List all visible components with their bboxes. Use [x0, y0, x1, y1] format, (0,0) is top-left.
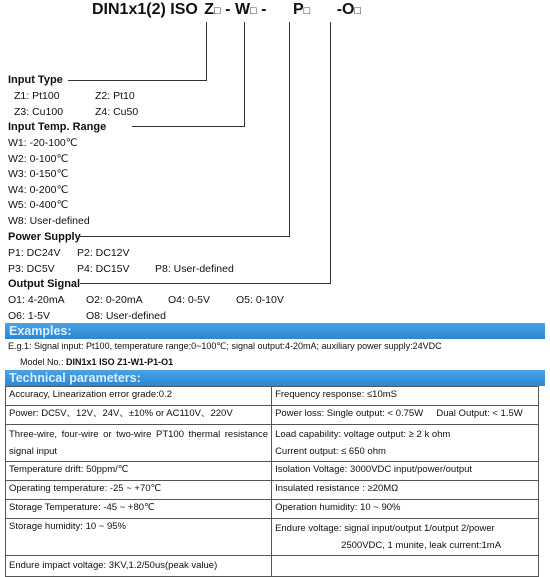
tech-cell: Storage Temperature: -45 ~ +80℃: [6, 500, 272, 519]
temp-range-w1: W1: -20-100℃: [8, 137, 78, 149]
connector-z-horizontal: [68, 80, 207, 81]
input-type-heading: Input Type: [8, 74, 63, 86]
tech-cell: Power loss: Single output: < 0.75W Dual Output: < 1.5W: [272, 406, 539, 425]
power-supply-p8: P8: User-defined: [155, 263, 234, 275]
power-supply-p4: P4: DC15V: [77, 263, 130, 275]
tech-cell: Power: DC5V、12V、24V、±10% or AC110V、220V: [6, 406, 272, 425]
tech-cell: Insulated resistance : ≥20MΩ: [272, 481, 539, 500]
input-type-z1: Z1: Pt100: [14, 90, 60, 102]
temp-range-w4: W4: 0-200℃: [8, 184, 69, 196]
output-signal-o2: O2: 0-20mA: [86, 294, 143, 306]
title-w: W□ -: [234, 1, 267, 18]
tech-cell: Operation humidity: 10 ~ 90%: [272, 500, 539, 519]
tech-params-table: [5, 386, 539, 577]
title-z: Z□ -: [204, 1, 231, 18]
connector-p-vertical: [289, 22, 290, 237]
input-type-z2: Z2: Pt10: [95, 90, 135, 102]
power-supply-p1: P1: DC24V: [8, 247, 61, 259]
tech-cell: Three-wire, four-wire or two-wire PT100 thermal resistance signal input: [6, 425, 272, 462]
output-signal-o6: O6: 1-5V: [8, 310, 51, 322]
table-row: [6, 556, 539, 577]
tech-cell: [272, 425, 539, 462]
tech-cell: Frequency response: ≤10mS: [272, 387, 539, 406]
table-row: [6, 462, 539, 481]
power-supply-p2: P2: DC12V: [77, 247, 130, 259]
title-base: DIN1x1(2) ISO: [92, 1, 198, 18]
tech-params-header: Technical parameters:: [5, 370, 545, 386]
table-row: [6, 425, 539, 462]
output-signal-o5: O5: 0-10V: [236, 294, 284, 306]
endure-voltage-line1: Endure voltage: signal input/output 1/output 2/power: [275, 523, 495, 534]
temp-range-w5: W5: 0-400℃: [8, 199, 69, 211]
input-type-z3: Z3: Cu100: [14, 106, 64, 118]
power-supply-p3: P3: DC5V: [8, 263, 55, 275]
connector-w-vertical: [244, 22, 245, 127]
connector-o-vertical: [330, 22, 331, 284]
tech-cell: Isolation Voltage: 3000VDC input/power/output: [272, 462, 539, 481]
title-p: P□: [292, 1, 311, 18]
model-code-title: [92, 1, 361, 19]
temp-range-w8: W8: User-defined: [8, 215, 90, 227]
table-row: [6, 500, 539, 519]
load-capability-voltage: Load capability: voltage output: ≥ 2 k ohm: [275, 429, 451, 440]
model-number-label: Model No.:: [20, 357, 64, 367]
model-number: [20, 357, 173, 367]
endure-voltage-line2: 2500VDC, 1 munite, leak current:1mA: [341, 540, 502, 551]
output-signal-heading: Output Signal: [8, 278, 81, 290]
tech-cell: Operating temperature: -25 ~ +70℃: [6, 481, 272, 500]
table-row: [6, 406, 539, 425]
load-capability-current: Current output: ≤ 650 ohm: [275, 446, 386, 457]
examples-header: Examples:: [5, 323, 545, 339]
tech-cell: Storage humidity: 10 ~ 95%: [6, 519, 272, 556]
output-signal-o8: O8: User-defined: [86, 310, 166, 322]
tech-cell: Temperature drift: 50ppm/℃: [6, 462, 272, 481]
table-row: [6, 387, 539, 406]
temp-range-heading: Input Temp. Range: [8, 121, 107, 133]
tech-cell: [272, 556, 539, 577]
example-line: E.g.1: Signal input: Pt100, temperature range:0~100℃; signal output:4-20mA; auxiliary power supply:24VDC: [8, 341, 442, 351]
connector-o-horizontal: [80, 283, 331, 284]
table-row: [6, 481, 539, 500]
power-supply-heading: Power Supply: [8, 231, 81, 243]
model-number-value: DIN1x1 ISO Z1-W1-P1-O1: [66, 357, 174, 367]
connector-p-horizontal: [80, 236, 290, 237]
temp-range-w2: W2: 0-100℃: [8, 153, 69, 165]
temp-range-w3: W3: 0-150℃: [8, 168, 69, 180]
connector-z-vertical: [206, 22, 207, 81]
connector-w-horizontal: [132, 126, 245, 127]
input-type-z4: Z4: Cu50: [95, 106, 139, 118]
output-signal-o4: O4: 0-5V: [168, 294, 211, 306]
output-signal-o1: O1: 4-20mA: [8, 294, 65, 306]
tech-cell: Accuracy, Linearization error grade:0.2: [6, 387, 272, 406]
tech-cell: Endure impact voltage: 3KV,1.2/50us(peak value): [6, 556, 272, 577]
title-o: -O□: [336, 1, 362, 18]
